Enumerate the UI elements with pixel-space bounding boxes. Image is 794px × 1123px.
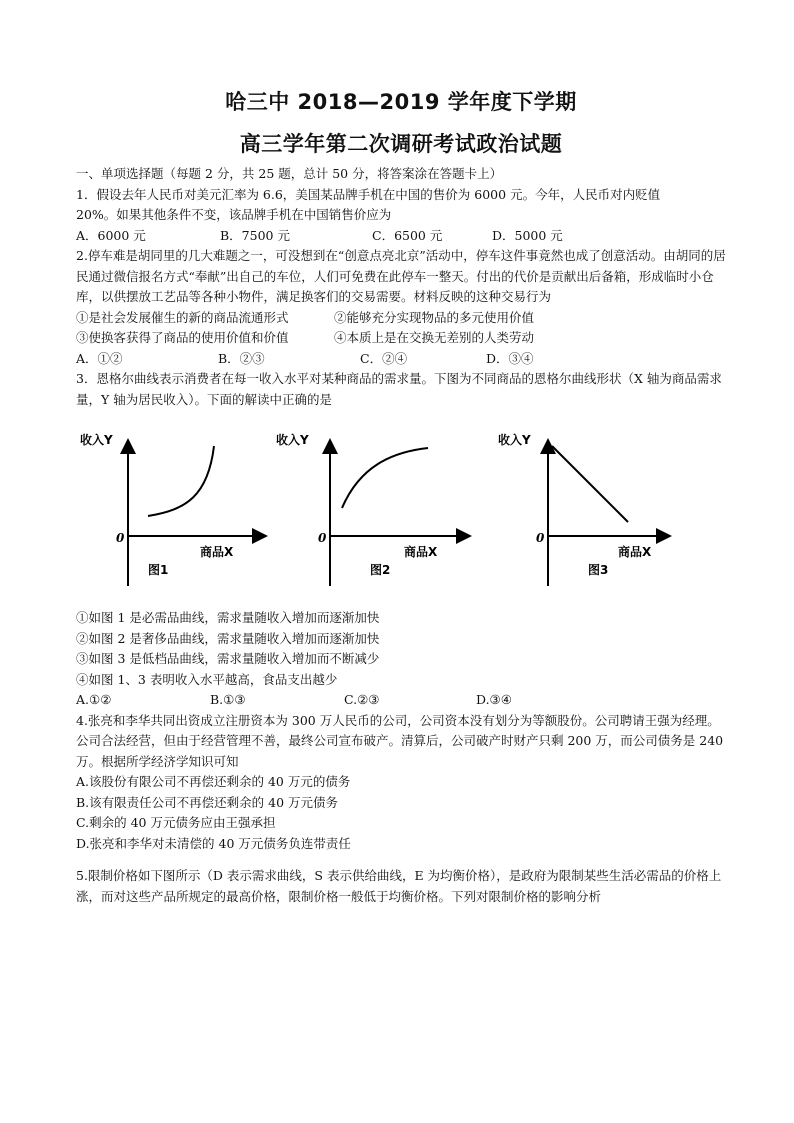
- q4-option-d: D.张亮和李华对未清偿的 40 万元债务负连带责任: [76, 835, 351, 851]
- fig2-y-label: 收入Y: [276, 433, 309, 447]
- q3-statement-2: ②如图 2 是奢侈品曲线，需求量随收入增加而逐渐加快: [76, 630, 380, 646]
- q3-statement-3: ③如图 3 是低档品曲线，需求量随收入增加而不断减少: [76, 651, 380, 666]
- fig1-origin: 0: [116, 531, 125, 545]
- question-5: [76, 866, 726, 907]
- q2-statements-row1: [76, 308, 726, 329]
- fig2-x-label: 商品X: [404, 545, 438, 559]
- fig2-curve: [342, 448, 428, 508]
- q1-stem-line2: 20%。如果其他条件不变，该品牌手机在中国销售价应为: [76, 207, 392, 222]
- exam-title-line1: 哈三中 2018—2019 学年度下学期: [225, 90, 577, 114]
- spacer: [76, 854, 726, 866]
- q1-option-a: A．6000 元: [76, 227, 146, 243]
- q2-statement-1: ①是社会发展催生的新的商品流通形式: [76, 309, 289, 325]
- fig1-x-label: 商品X: [200, 545, 234, 559]
- engel-curve-figures: [76, 416, 726, 602]
- q5-stem: 5.限制价格如下图所示（D 表示需求曲线，S 表示供给曲线，E 为均衡价格），是政府为限制某些生活必需品的价格上涨，而对这些产品所规定的最高价格，限制价格一般低于均衡价格。下列对限制价格的影响分析: [76, 868, 722, 904]
- fig1-y-label: 收入Y: [80, 433, 113, 447]
- q1-option-b: B．7500 元: [220, 227, 290, 243]
- question-1: [76, 185, 726, 247]
- figure-1: [80, 432, 264, 586]
- section-heading: 一、单项选择题（每题 2 分，共 25 题，总计 50 分，将答案涂在答题卡上）: [76, 166, 503, 181]
- fig1-curve: [148, 446, 214, 516]
- question-3: [76, 369, 726, 711]
- q3-option-a: A.①②: [76, 692, 112, 707]
- q2-option-c: C．②④: [360, 350, 408, 366]
- fig3-caption: 图3: [588, 563, 609, 577]
- q2-statement-3: ③使换客获得了商品的使用价值和价值: [76, 330, 289, 345]
- q2-option-d: D．③④: [486, 350, 534, 366]
- q3-options: [76, 690, 726, 711]
- q3-option-d: D.③④: [476, 692, 512, 707]
- q3-option-b: B.①③: [210, 692, 246, 707]
- q4-option-a: A.该股份有限公司不再偿还剩余的 40 万元的债务: [76, 774, 351, 789]
- exam-title-line2: 高三学年第二次调研考试政治试题: [239, 132, 563, 156]
- fig2-caption: 图2: [370, 563, 391, 577]
- fig1-caption: 图1: [148, 563, 169, 577]
- engel-curves-svg: [76, 416, 726, 602]
- q2-options: [76, 349, 726, 370]
- q4-option-c: C.剩余的 40 万元债务应由王强承担: [76, 815, 276, 830]
- fig2-origin: 0: [318, 531, 327, 545]
- q4-option-b: B.该有限责任公司不再偿还剩余的 40 万元债务: [76, 794, 339, 810]
- fig3-origin: 0: [536, 531, 545, 545]
- q1-option-d: D．5000 元: [492, 227, 563, 243]
- q2-statements-row2: [76, 328, 726, 349]
- fig3-curve: [552, 446, 628, 522]
- question-4: [76, 711, 726, 855]
- q4-stem: 4.张亮和李华共同出资成立注册资本为 300 万人民币的公司，公司资本没有划分为等额股份。公司聘请王强为经理。公司合法经营，但由于经营管理不善，最终公司宣布破产。清算后，公司破产时财产只剩 200 万，而公司债务是 240 万。根据所学经济学知识可知: [76, 712, 724, 769]
- q2-statement-4: ④本质上是在交换无差别的人类劳动: [334, 330, 535, 345]
- q3-statement-1: ①如图 1 是必需品曲线，需求量随收入增加而逐渐加快: [76, 610, 380, 625]
- exam-page: [76, 86, 726, 907]
- q2-option-a: A．①②: [76, 350, 123, 366]
- q1-option-c: C．6500 元: [372, 227, 443, 243]
- question-2: [76, 246, 726, 369]
- q3-statement-4: ④如图 1、3 表明收入水平越高，食品支出越少: [76, 671, 338, 687]
- figure-3: [498, 432, 668, 586]
- q1-stem-line1: 1．假设去年人民币对美元汇率为 6.6，美国某品牌手机在中国的售价为 6000 元。今年，人民币对内贬值: [76, 186, 661, 202]
- fig3-y-label: 收入Y: [498, 433, 531, 447]
- figure-2: [276, 432, 468, 586]
- q2-option-b: B．②③: [218, 350, 265, 366]
- fig3-x-label: 商品X: [618, 545, 652, 559]
- q1-options: [76, 226, 726, 247]
- q2-stem: 2.停车难是胡同里的几大难题之一，可没想到在“创意点亮北京”活动中，停车这件事竟然也成了创意活动。由胡同的居民通过微信报名方式“奉献”出自己的车位，人们可免费在此停车一整天。付出的代价是贡献出后备箱，形成临时小仓库，以供摆放工艺品等各种小物件，满足换客们的交易需要。材料反映的这种交易行为: [76, 248, 726, 304]
- q3-stem: 3．恩格尔曲线表示消费者在每一收入水平对某种商品的需求量。下图为不同商品的恩格尔曲线形状（X 轴为商品需求量，Y 轴为居民收入）。下面的解读中正确的是: [76, 371, 722, 407]
- q2-statement-2: ②能够充分实现物品的多元使用价值: [334, 309, 535, 325]
- q3-option-c: C.②③: [344, 692, 380, 707]
